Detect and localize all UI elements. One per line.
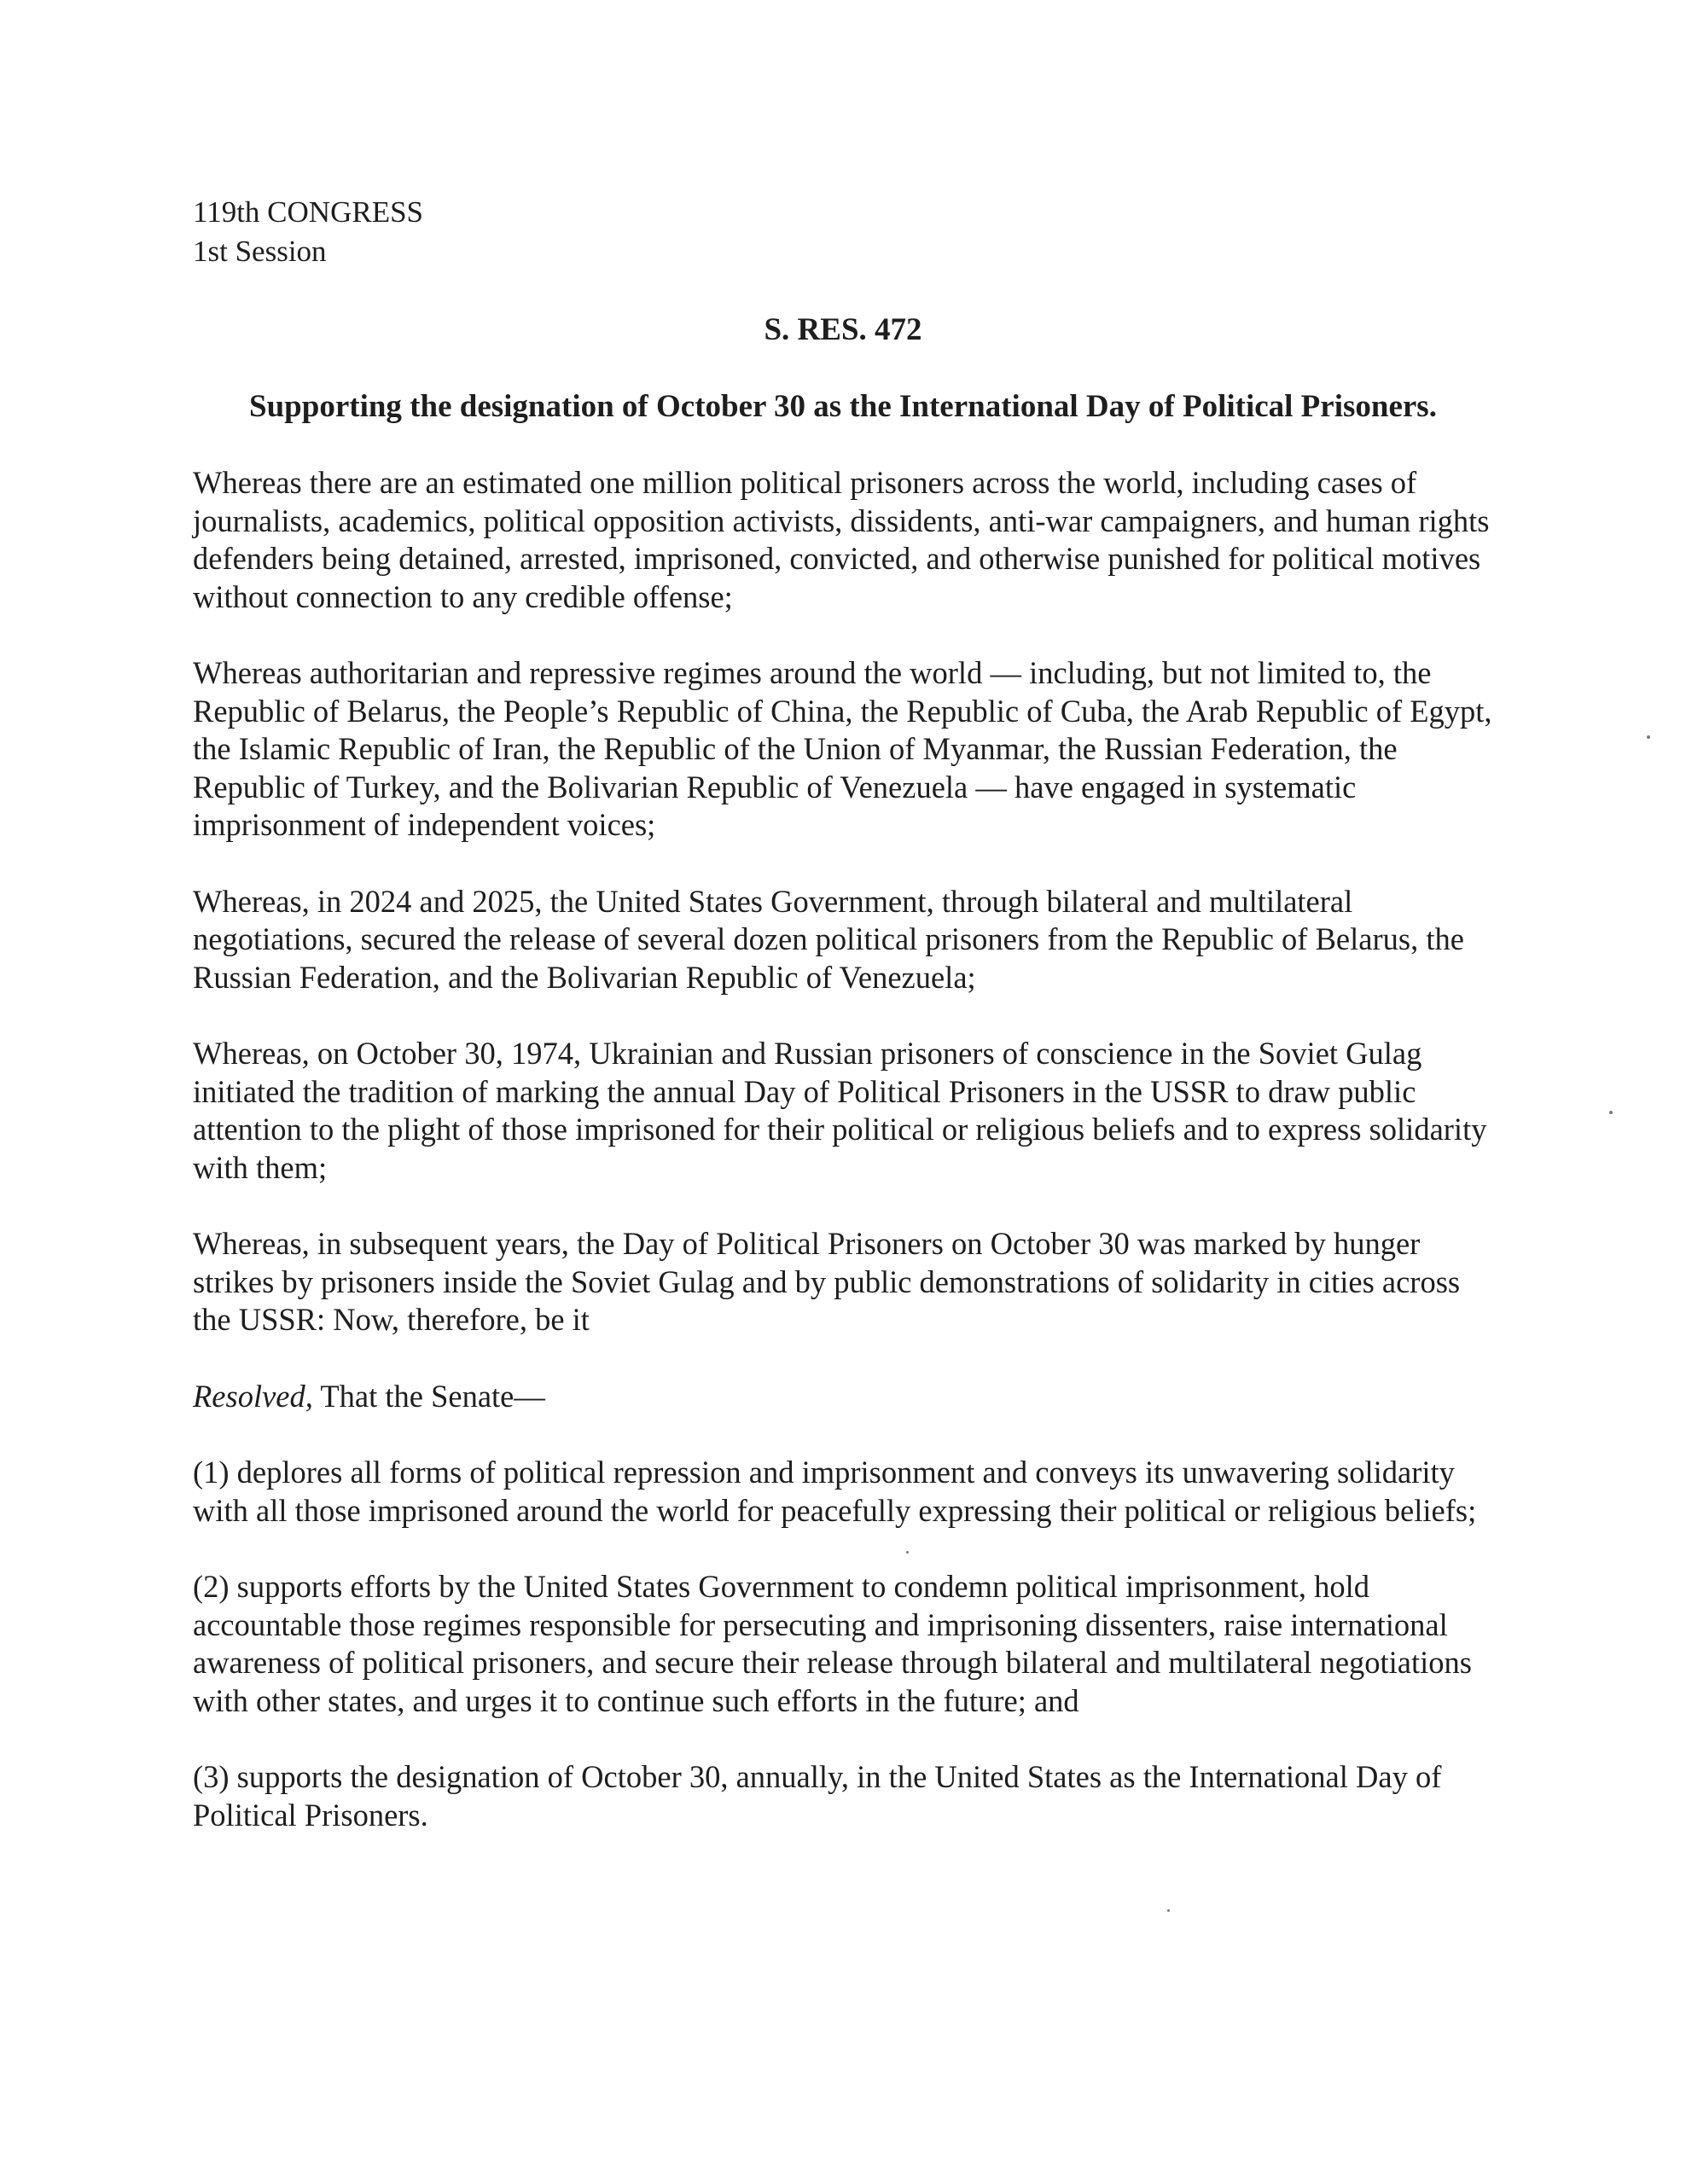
whereas-clause-4: Whereas, on October 30, 1974, Ukrainian and Russian prisoners of conscience in the Soviet Gulag initiated the tradition of marking the annual Day of Political Prisoners in the USSR to draw public attention to the plight of those imprisoned for their political or religious beliefs and to express solidarity with them; [193, 1036, 1487, 1185]
whereas-clause-5: Whereas, in subsequent years, the Day of Political Prisoners on October 30 was marked by hunger strikes by prisoners inside the Soviet Gulag and by public demonstrations of solidarity in cities across the USSR: Now, therefore, be it [193, 1226, 1461, 1337]
resolution-title: Supporting the designation of October 30 as the International Day of Political Prisoners. [249, 389, 1437, 424]
scan-speck [1609, 1111, 1613, 1114]
scan-speck [1167, 1909, 1170, 1912]
resolution-clause-3: (3) supports the designation of October 30, annually, in the United States as the International Day of Political Prisoners. [193, 1759, 1442, 1833]
resolved-rest: That the Senate— [312, 1378, 545, 1414]
whereas-clause-1: Whereas there are an estimated one million political prisoners across the world, including cases of journalists, academics, political opposition activists, dissidents, anti-war campaigners, and human rights defenders being detained, arrested, imprisoned, convicted, and otherwise punished for political motives without connection to any credible offense; [193, 465, 1490, 614]
scan-speck [906, 1551, 909, 1554]
congress-header [193, 193, 423, 271]
resolution-body [193, 464, 1498, 1873]
resolution-clause-1: (1) deplores all forms of political repression and imprisonment and conveys its unwavering solidarity with all those imprisoned around the world for peacefully expressing their political or religious beliefs; [193, 1455, 1477, 1528]
scan-speck [1647, 735, 1650, 739]
congress-number: 119th CONGRESS [193, 195, 424, 229]
resolution-clause-2: (2) supports efforts by the United States Government to condemn political imprisonment, hold accountable those regimes responsible for persecuting and imprisoning dissenters, raise international awareness of political prisoners, and secure their release through bilateral and multilateral negotiations with other states, and urges it to continue such efforts in the future; and [193, 1569, 1472, 1718]
session-label: 1st Session [193, 235, 327, 268]
resolved-line [193, 1378, 1498, 1416]
resolution-number: S. RES. 472 [764, 312, 922, 347]
resolved-word: Resolved, [193, 1378, 313, 1414]
whereas-clause-3: Whereas, in 2024 and 2025, the United States Government, through bilateral and multilateral negotiations, secured the release of several dozen political prisoners from the Republic of Belarus, the Russian Federation, and the Bolivarian Republic of Venezuela; [193, 883, 1464, 995]
whereas-clause-2: Whereas authoritarian and repressive regimes around the world — including, but not limited to, the Republic of Belarus, the People’s Republic of China, the Republic of Cuba, the Arab Republic of Egypt, the Islamic Republic of Iran, the Republic of the Union of Myanmar, the Russian Federation, the Republic of Turkey, and the Bolivarian Republic of Venezuela — have engaged in systematic imprisonment of independent voices; [193, 655, 1492, 842]
